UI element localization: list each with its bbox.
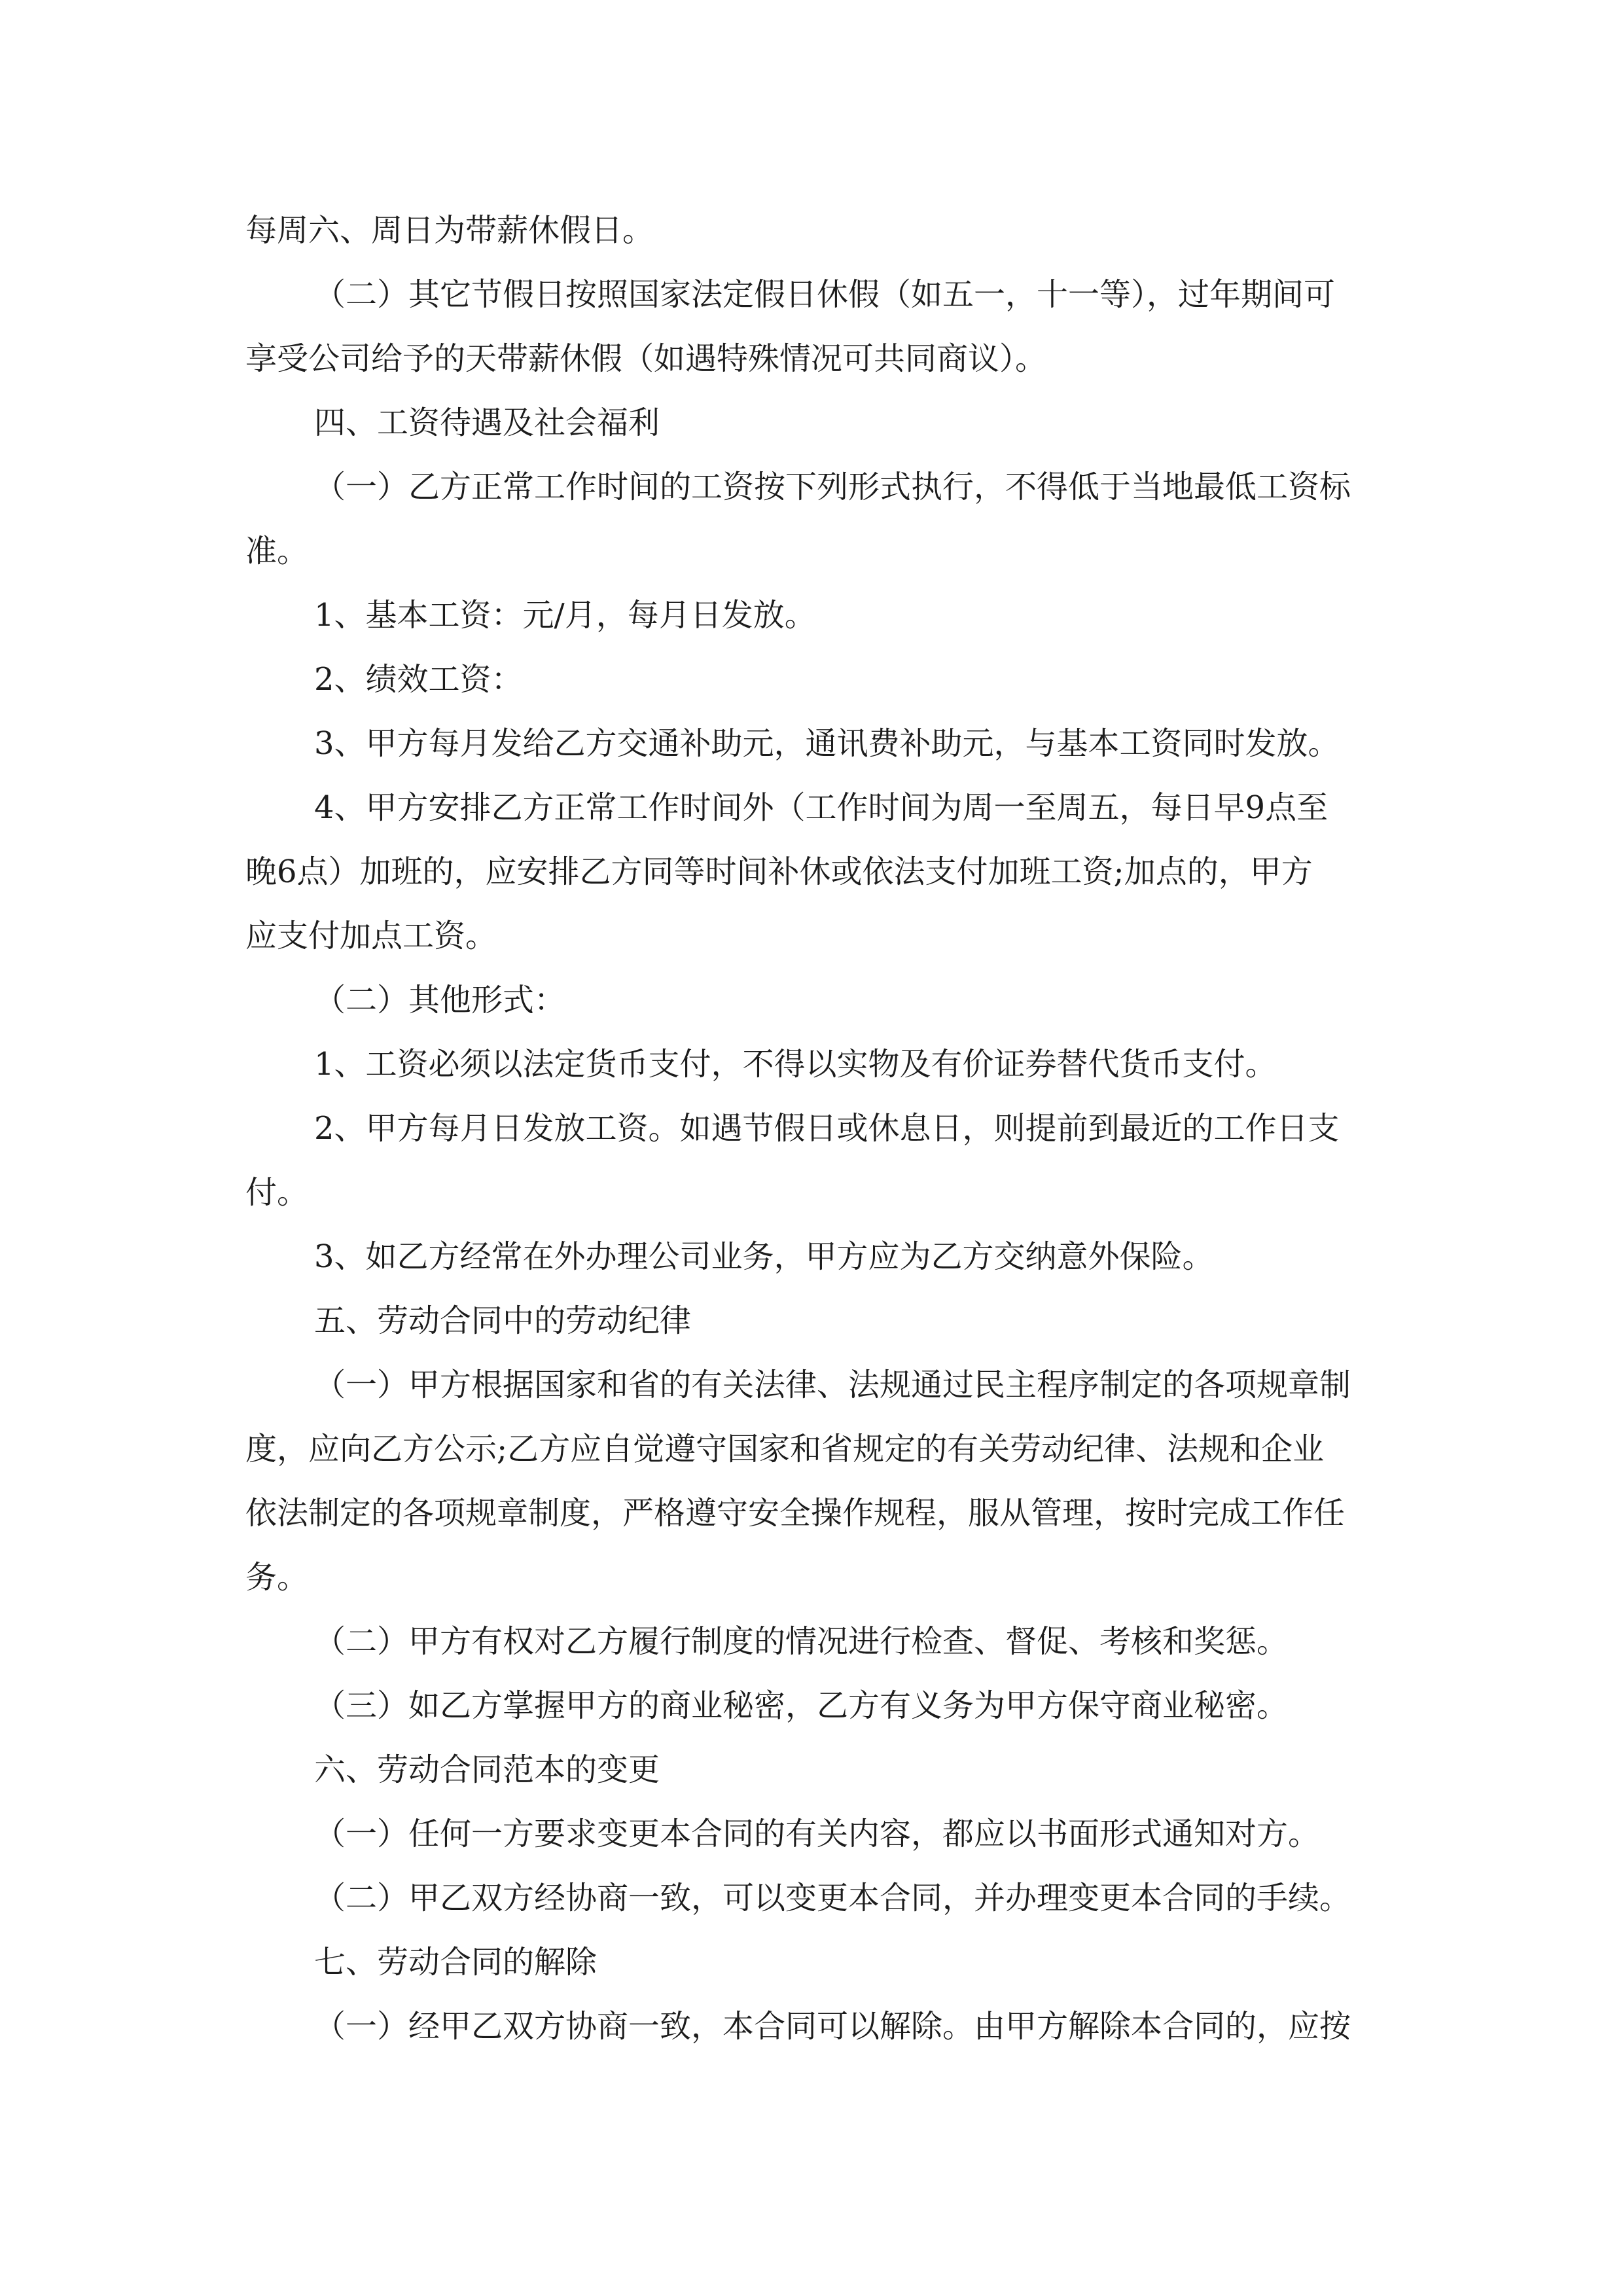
text-line: 依法制定的各项规章制度，严格遵守安全操作规程，服从管理，按时完成工作任 [245, 1495, 1346, 1532]
text-line: （二）甲乙双方经协商一致，可以变更本合同，并办理变更本合同的手续。 [314, 1880, 1351, 1916]
text-line: （一）经甲乙双方协商一致，本合同可以解除。由甲方解除本合同的，应按 [314, 2008, 1351, 2045]
text-line: 享受公司给予的天带薪休假（如遇特殊情况可共同商议）。 [245, 340, 1047, 377]
text-line: 3、如乙方经常在外办理公司业务，甲方应为乙方交纳意外保险。 [314, 1238, 1214, 1275]
section-heading: 七、劳动合同的解除 [314, 1944, 597, 1981]
text-line: 准。 [245, 533, 309, 569]
section-heading: 六、劳动合同范本的变更 [314, 1751, 660, 1788]
text-line: （一）乙方正常工作时间的工资按下列形式执行，不得低于当地最低工资标 [314, 469, 1351, 505]
text-line: 晚6点）加班的，应安排乙方同等时间补休或依法支付加班工资;加点的，甲方 [245, 853, 1313, 890]
text-line: 每周六、周日为带薪休假日。 [245, 212, 654, 249]
text-line: 2、绩效工资： [314, 661, 523, 698]
text-line: （二）甲方有权对乙方履行制度的情况进行检查、督促、考核和奖惩。 [314, 1623, 1289, 1660]
text-line: （一）甲方根据国家和省的有关法律、法规通过民主程序制定的各项规章制 [314, 1367, 1351, 1403]
text-line: 1、工资必须以法定货币支付，不得以实物及有价证券替代货币支付。 [314, 1046, 1277, 1083]
text-line: （三）如乙方掌握甲方的商业秘密，乙方有义务为甲方保守商业秘密。 [314, 1687, 1289, 1724]
text-line: 付。 [245, 1174, 309, 1211]
document-body [245, 198, 1391, 2058]
text-line: （一）任何一方要求变更本合同的有关内容，都应以书面形式通知对方。 [314, 1816, 1320, 1852]
text-line: 1、基本工资：元/月，每月日发放。 [314, 597, 816, 634]
text-line: 2、甲方每月日发放工资。如遇节假日或休息日，则提前到最近的工作日支 [314, 1110, 1340, 1147]
text-line: 务。 [245, 1559, 309, 1596]
text-line: 度，应向乙方公示;乙方应自觉遵守国家和省规定的有关劳动纪律、法规和企业 [245, 1431, 1325, 1467]
section-heading: 四、工资待遇及社会福利 [314, 404, 660, 441]
text-line: 4、甲方安排乙方正常工作时间外（工作时间为周一至周五，每日早9点至 [314, 789, 1329, 826]
text-line: 3、甲方每月发给乙方交通补助元，通讯费补助元，与基本工资同时发放。 [314, 725, 1340, 762]
text-line: （二）其他形式： [314, 982, 566, 1018]
text-line: 应支付加点工资。 [245, 918, 497, 954]
text-line: （二）其它节假日按照国家法定假日休假（如五一，十一等），过年期间可 [314, 276, 1336, 313]
section-heading: 五、劳动合同中的劳动纪律 [314, 1302, 692, 1339]
